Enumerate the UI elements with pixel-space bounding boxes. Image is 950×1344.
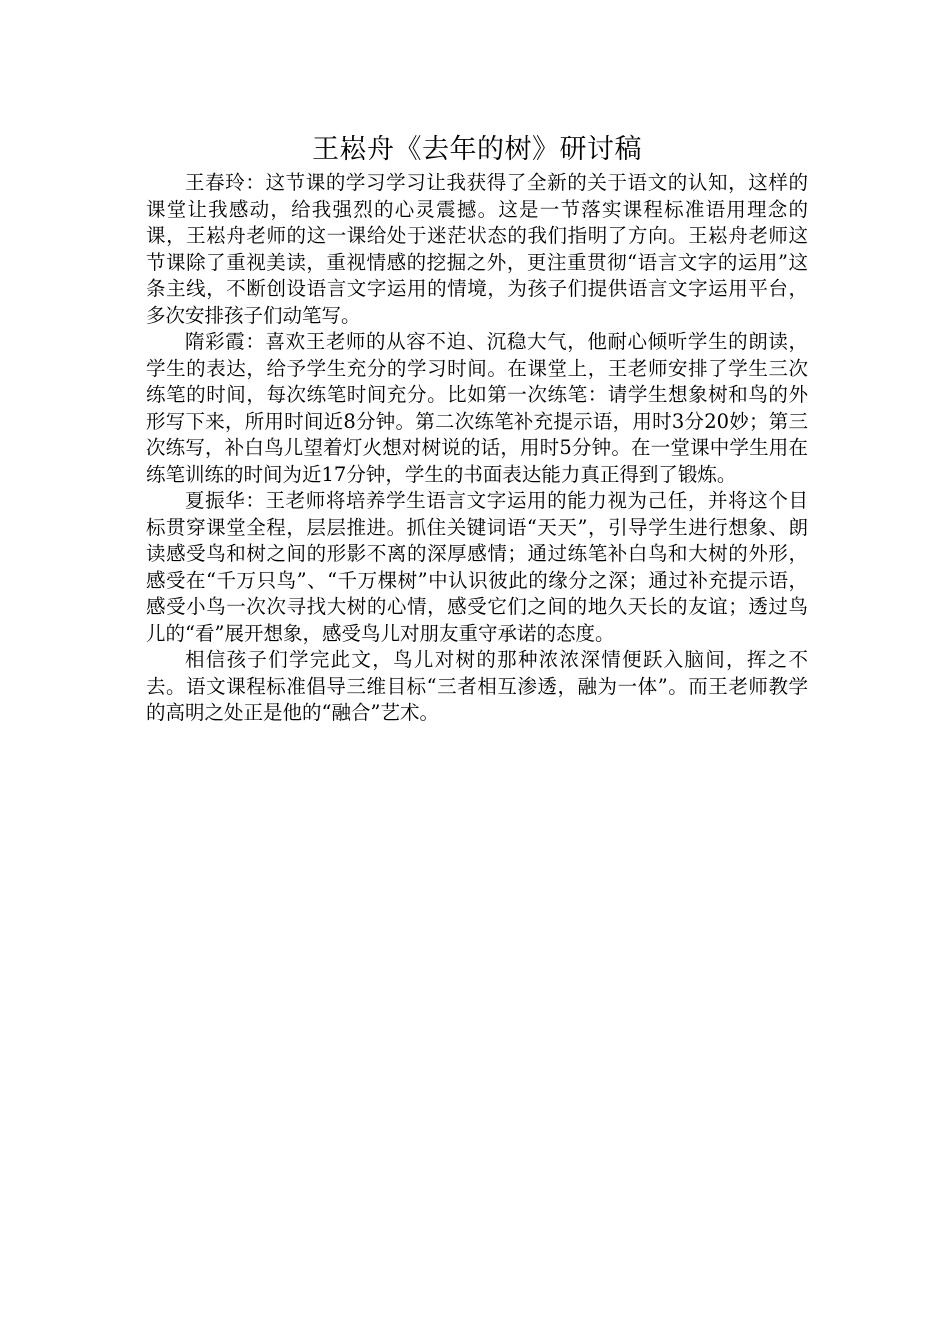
paragraph-sui-caixia: 隋彩霞：喜欢王老师的从容不迫、沉稳大气，他耐心倾听学生的朗读，学生的表达，给予学生充分的学习时间。在课堂上，王老师安排了学生三次练笔的时间，每次练笔时间充分。比如第一次练笔：请学生想象树和鸟的外形写下来，所用时间近8分钟。第二次练笔补充提示语，用时3分20妙；第三次练写，补白鸟儿望着灯火想对树说的话，用时5分钟。在一堂课中学生用在练笔训练的时间为近17分钟，学生的书面表达能力真正得到了锻炼。 (146, 330, 808, 486)
document-title: 王崧舟《去年的树》研讨稿 (312, 134, 642, 165)
paragraph-xia-zhenhua: 夏振华：王老师将培养学生语言文字运用的能力视为己任，并将这个目标贯穿课堂全程，层层推进。抓住关键词语“天天”，引导学生进行想象、朗读感受鸟和树之间的形影不离的深厚感情；通过练笔补白鸟和大树的外形，感受在“千万只鸟”、“千万棵树”中认识彼此的缘分之深；通过补充提示语，感受小鸟一次次寻找大树的心情，感受它们之间的地久天长的友谊；透过鸟儿的“看”展开想象，感受鸟儿对朋友重守承诺的态度。 (146, 489, 808, 645)
paragraph-conclusion: 相信孩子们学完此文，鸟儿对树的那种浓浓深情便跃入脑间，挥之不去。语文课程标准倡导三维目标“三者相互渗透，融为一体”。而王老师教学的高明之处正是他的“融合”艺术。 (146, 648, 808, 724)
document-page (146, 130, 808, 727)
paragraph-wang-chunling: 王春玲：这节课的学习学习让我获得了全新的关于语文的认知，这样的课堂让我感动，给我强烈的心灵震撼。这是一节落实课程标准语用理念的课，王崧舟老师的这一课给处于迷茫状态的我们指明了方向。王崧舟老师这节课除了重视美读，重视情感的挖掘之外，更注重贯彻“语言文字的运用”这条主线，不断创设语言文字运用的情境，为孩子们提供语言文字运用平台，多次安排孩子们动笔写。 (146, 171, 808, 327)
